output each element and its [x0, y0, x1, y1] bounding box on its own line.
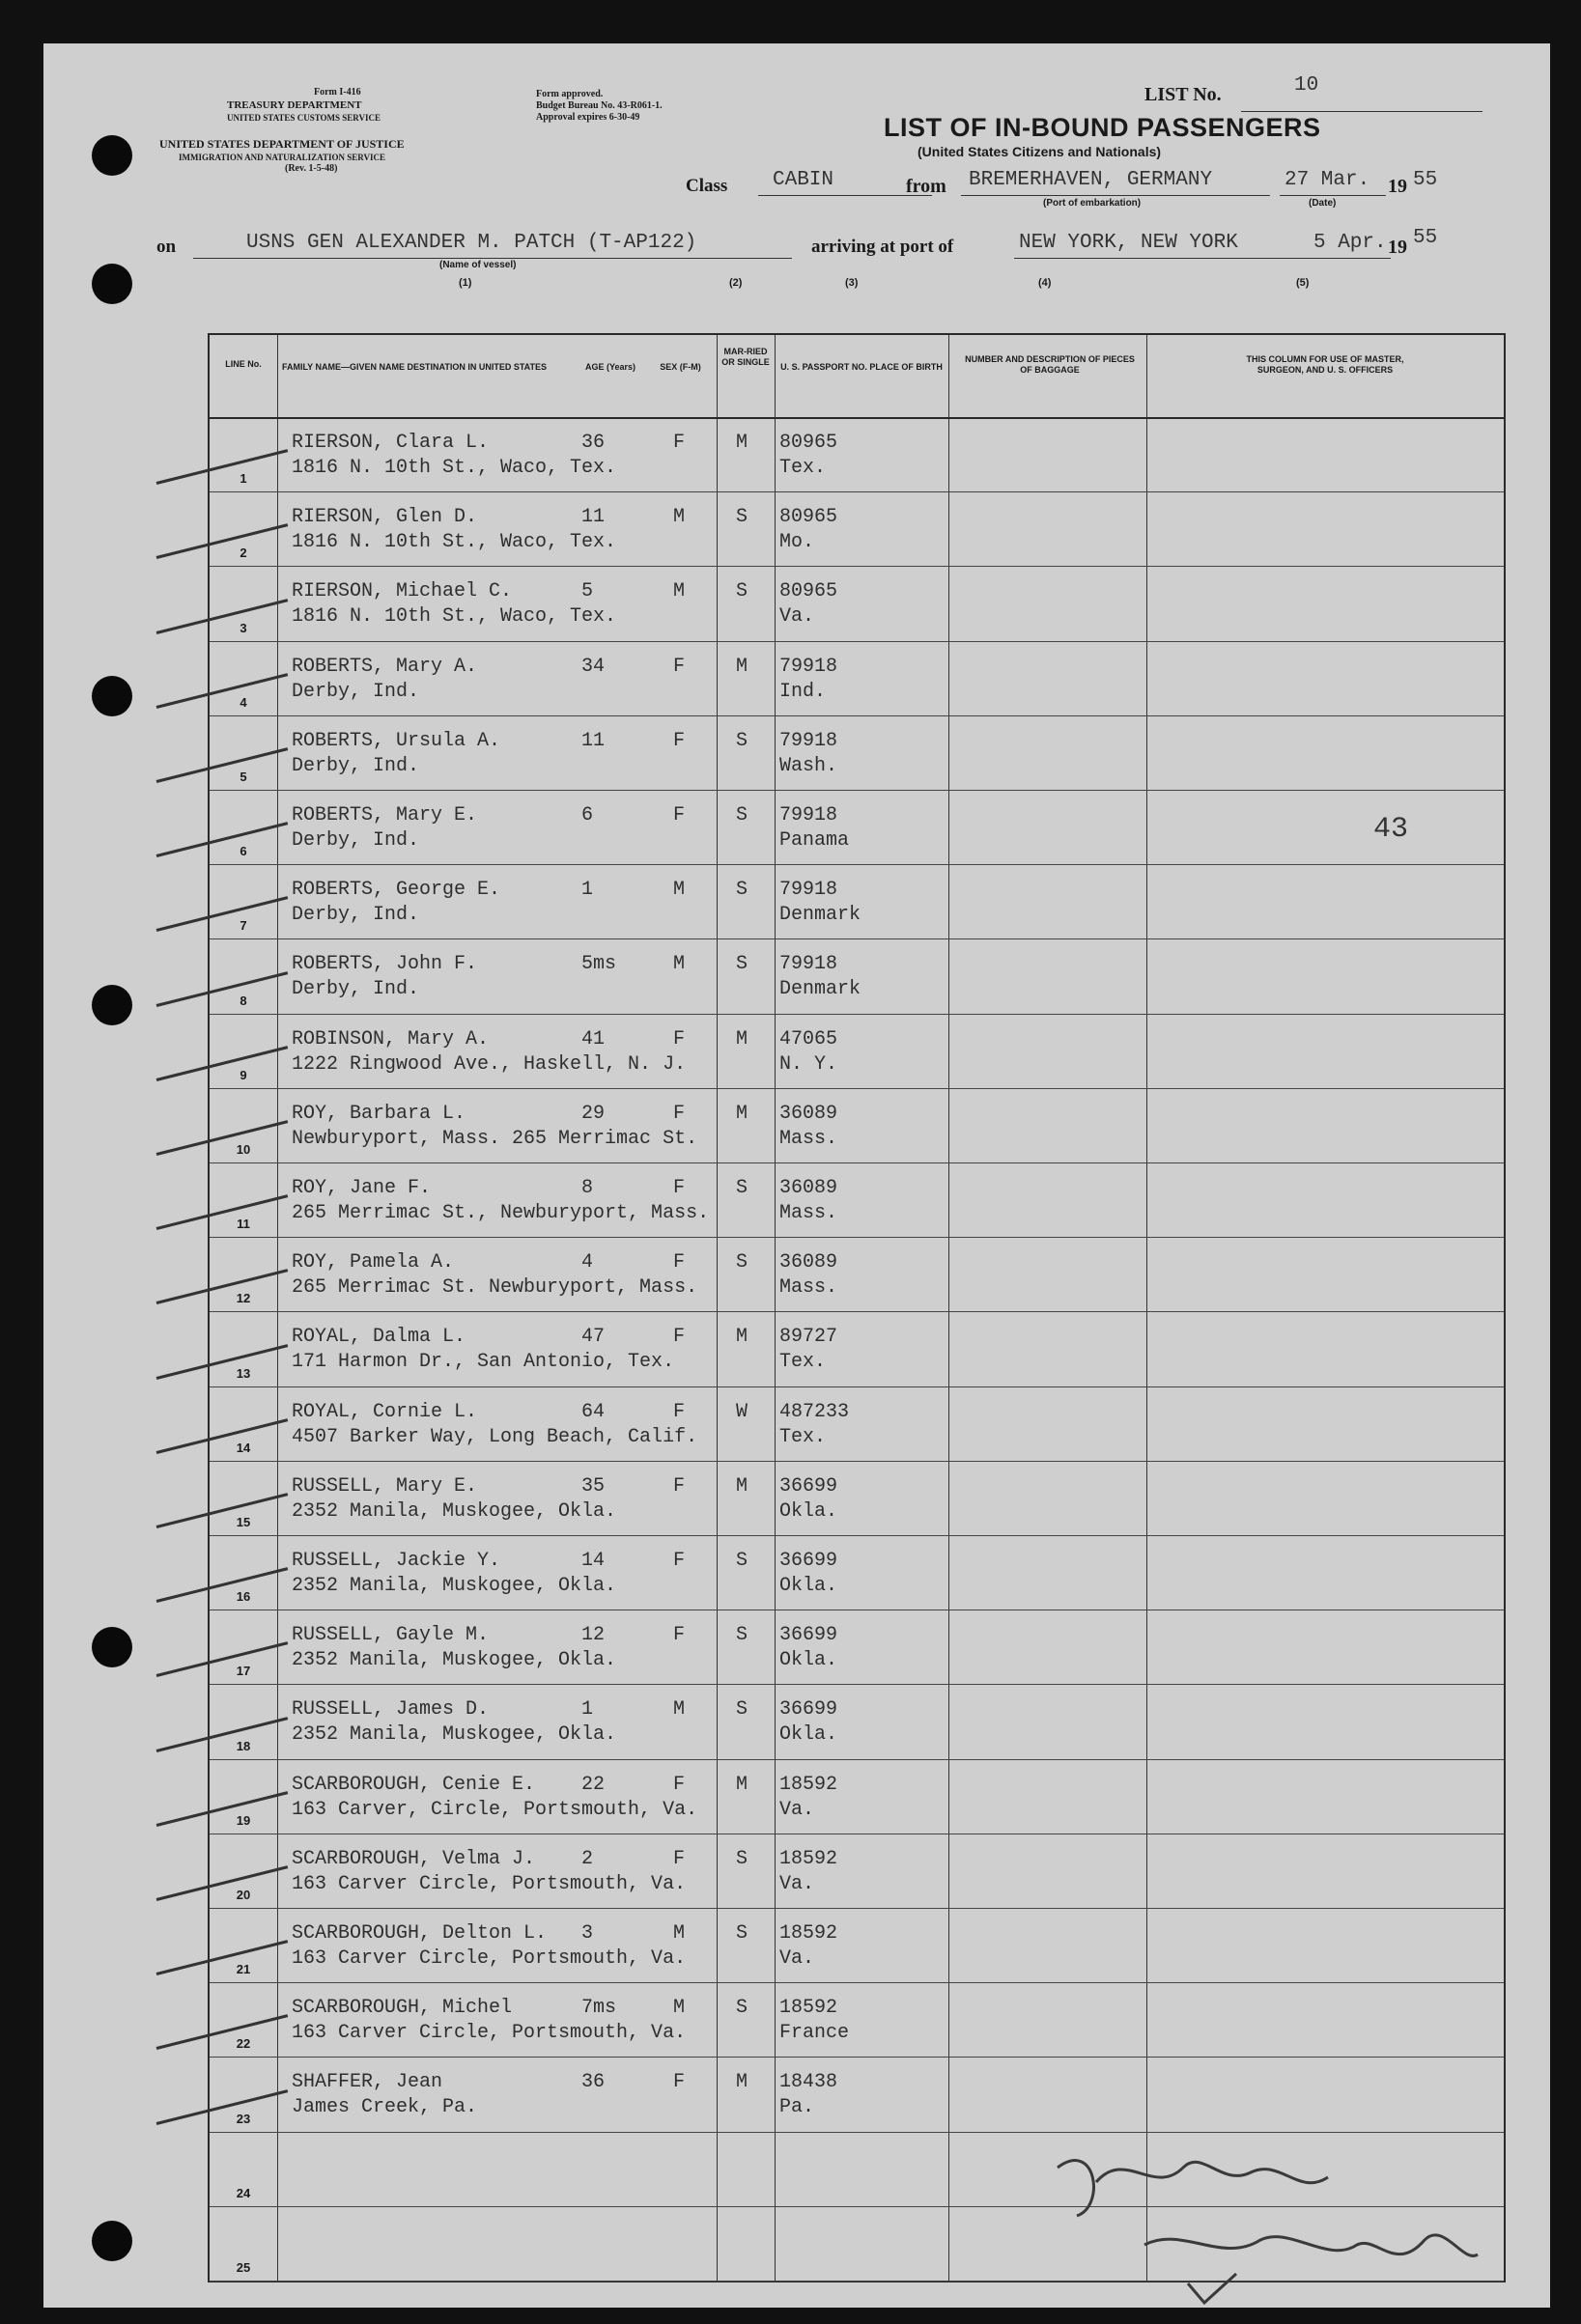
sex: F: [673, 1773, 686, 1796]
place-of-birth: France: [779, 2022, 850, 2045]
passenger-name: ROBERTS, John F.: [292, 953, 478, 976]
year-prefix: 19: [1388, 176, 1407, 197]
marital-status: W: [736, 1400, 748, 1423]
age: 3: [581, 1922, 594, 1945]
marital-status: S: [736, 1847, 748, 1870]
age: 6: [581, 804, 594, 826]
table-row: [210, 938, 1504, 1014]
passenger-name: RUSSELL, Jackie Y.: [292, 1550, 501, 1572]
marital-status: M: [736, 1027, 748, 1050]
sex: F: [673, 1177, 686, 1199]
line-number: 19: [236, 1812, 251, 1828]
table-row: [210, 2057, 1504, 2132]
table-row: [210, 1834, 1504, 1909]
line-number: 8: [240, 993, 247, 1008]
treasury-department: TREASURY DEPARTMENT: [227, 99, 362, 111]
destination: 265 Merrimac St. Newburyport, Mass.: [292, 1276, 698, 1300]
table-row: [210, 1237, 1504, 1312]
arrival-line: [1014, 256, 1391, 259]
arrival-year-prefix: 19: [1388, 237, 1407, 258]
age: 29: [581, 1102, 606, 1125]
passport-number: 36699: [779, 1624, 838, 1647]
age: 14: [581, 1550, 606, 1572]
passport-number: 18592: [779, 1997, 838, 2020]
age: 11: [581, 506, 606, 529]
place-of-birth: Panama: [779, 829, 850, 852]
passenger-name: RIERSON, Glen D.: [292, 506, 478, 529]
table-row: [210, 790, 1504, 865]
passport-number: 79918: [779, 729, 838, 752]
customs-service: UNITED STATES CUSTOMS SERVICE: [227, 113, 381, 123]
sex: M: [673, 1922, 686, 1945]
header-sex: SEX (F-M): [660, 362, 701, 372]
marital-status: S: [736, 879, 748, 902]
line-number: 13: [236, 1365, 251, 1381]
marital-status: S: [736, 1624, 748, 1647]
destination: 163 Carver, Circle, Portsmouth, Va.: [292, 1798, 698, 1821]
marital-status: S: [736, 1922, 748, 1945]
arrival-year: 55: [1413, 227, 1438, 249]
destination: 4507 Barker Way, Long Beach, Calif.: [292, 1425, 698, 1448]
sex: M: [673, 1997, 686, 2020]
header-age: AGE (Years): [584, 362, 636, 372]
passport-number: 79918: [779, 655, 838, 678]
place-of-birth: Tex.: [779, 457, 827, 479]
place-of-birth: Okla.: [779, 1723, 838, 1747]
place-of-birth: N. Y.: [779, 1052, 838, 1076]
passport-number: 79918: [779, 953, 838, 976]
age: 5ms: [581, 953, 617, 976]
sex: M: [673, 580, 686, 603]
destination: 163 Carver Circle, Portsmouth, Va.: [292, 1872, 687, 1895]
list-no-value: 10: [1294, 74, 1319, 97]
table-row: [210, 1014, 1504, 1089]
passenger-name: ROBERTS, Mary E.: [292, 804, 478, 826]
arrival-date: 5 Apr.: [1313, 232, 1387, 254]
passport-number: 18592: [779, 1847, 838, 1870]
col-num-5: (5): [1296, 277, 1310, 289]
place-of-birth: Va.: [779, 1872, 815, 1895]
marital-status: S: [736, 1251, 748, 1274]
passport-number: 36089: [779, 1102, 838, 1125]
vessel-name: USNS GEN ALEXANDER M. PATCH (T-AP122): [246, 232, 697, 254]
sex: F: [673, 804, 686, 826]
table-row: [210, 864, 1504, 939]
arriving-label: arriving at port of: [811, 237, 954, 257]
table-row: [210, 1908, 1504, 1983]
place-of-birth: Mass.: [779, 1127, 838, 1150]
age: 36: [581, 2071, 606, 2094]
destination: 1816 N. 10th St., Waco, Tex.: [292, 457, 617, 479]
line-number: 1: [240, 471, 247, 487]
table-row: [210, 1759, 1504, 1834]
line-number: 10: [236, 1141, 251, 1157]
passport-number: 79918: [779, 804, 838, 826]
line-number: 17: [236, 1664, 251, 1679]
sex: F: [673, 1027, 686, 1050]
place-of-birth: Va.: [779, 605, 815, 629]
binder-hole: [92, 985, 132, 1025]
place-of-birth: Mo.: [779, 531, 815, 554]
passenger-name: ROYAL, Dalma L.: [292, 1326, 466, 1349]
destination: 2352 Manila, Muskogee, Okla.: [292, 1723, 617, 1747]
age: 1: [581, 1698, 594, 1722]
line-number: 15: [236, 1514, 251, 1529]
line-number: 23: [236, 2111, 251, 2126]
destination: Derby, Ind.: [292, 978, 420, 1001]
line-number: 16: [236, 1589, 251, 1605]
page-title: LIST OF IN-BOUND PASSENGERS: [884, 113, 1321, 142]
date-caption: (Date): [1309, 198, 1337, 209]
passenger-table: [208, 333, 1506, 2282]
table-row: [210, 641, 1504, 716]
age: 47: [581, 1326, 606, 1349]
sex: F: [673, 1400, 686, 1423]
passenger-name: RIERSON, Clara L.: [292, 432, 490, 454]
passport-number: 36699: [779, 1474, 838, 1498]
passport-number: 89727: [779, 1326, 838, 1349]
col-num-2: (2): [729, 277, 743, 289]
destination: 1816 N. 10th St., Waco, Tex.: [292, 605, 617, 629]
marital-status: M: [736, 1102, 748, 1125]
port-embarkation-caption: (Port of embarkation): [1043, 198, 1142, 209]
on-label: on: [156, 237, 177, 257]
line-number: 25: [236, 2259, 251, 2275]
binder-hole: [92, 264, 132, 304]
date-line: [1280, 193, 1386, 196]
revision: (Rev. 1-5-48): [285, 163, 338, 174]
line-number: 5: [240, 769, 247, 784]
passenger-name: RUSSELL, Gayle M.: [292, 1624, 490, 1647]
passport-number: 36089: [779, 1177, 838, 1199]
destination: 163 Carver Circle, Portsmouth, Va.: [292, 1947, 687, 1970]
sex: F: [673, 1102, 686, 1125]
header-officers: THIS COLUMN FOR USE OF MASTER, SURGEON, AND U. S. OFFICERS: [1246, 354, 1404, 375]
table-row: [210, 1386, 1504, 1462]
table-row: [210, 566, 1504, 641]
place-of-birth: Mass.: [779, 1276, 838, 1300]
destination: Derby, Ind.: [292, 680, 420, 703]
line-number: 24: [236, 2185, 251, 2200]
passenger-name: SCARBOROUGH, Cenie E.: [292, 1773, 536, 1796]
sex: F: [673, 1326, 686, 1349]
marital-status: S: [736, 729, 748, 752]
arrival-port: NEW YORK, NEW YORK: [1019, 232, 1238, 254]
form-number: Form I-416: [314, 87, 361, 98]
age: 36: [581, 432, 606, 454]
passenger-name: ROBERTS, George E.: [292, 879, 501, 902]
age: 12: [581, 1624, 606, 1647]
passenger-name: ROY, Barbara L.: [292, 1102, 466, 1125]
line-number: 6: [240, 844, 247, 859]
place-of-birth: Va.: [779, 1798, 815, 1821]
passport-number: 18592: [779, 1773, 838, 1796]
col-num-4: (4): [1038, 277, 1052, 289]
line-number: 7: [240, 918, 247, 934]
place-of-birth: Mass.: [779, 1202, 838, 1224]
header-married: MAR-RIED OR SINGLE: [721, 347, 770, 367]
marital-status: S: [736, 1177, 748, 1199]
sex: F: [673, 432, 686, 454]
page-subtitle: (United States Citizens and Nationals): [918, 144, 1162, 159]
embarkation-port: BREMERHAVEN, GERMANY: [969, 169, 1213, 191]
line-number: 18: [236, 1738, 251, 1753]
vessel-line: [193, 256, 792, 259]
marital-status: S: [736, 506, 748, 529]
form-approved: Form approved.: [536, 89, 604, 99]
age: 4: [581, 1251, 594, 1274]
marital-status: M: [736, 1474, 748, 1498]
sex: F: [673, 1251, 686, 1274]
place-of-birth: Denmark: [779, 978, 861, 1001]
passenger-name: SCARBOROUGH, Delton L.: [292, 1922, 548, 1945]
destination: 163 Carver Circle, Portsmouth, Va.: [292, 2022, 687, 2045]
age: 8: [581, 1177, 594, 1199]
passport-number: 36699: [779, 1550, 838, 1572]
age: 2: [581, 1847, 594, 1870]
place-of-birth: Okla.: [779, 1649, 838, 1672]
table-row: [210, 1610, 1504, 1685]
destination: Derby, Ind.: [292, 754, 420, 777]
document-page: [43, 43, 1550, 2308]
sex: F: [673, 2071, 686, 2094]
sex: F: [673, 1474, 686, 1498]
table-row: [210, 1684, 1504, 1759]
passenger-name: SHAFFER, Jean: [292, 2071, 443, 2094]
age: 34: [581, 655, 606, 678]
passport-number: 80965: [779, 432, 838, 454]
place-of-birth: Va.: [779, 1947, 815, 1970]
place-of-birth: Pa.: [779, 2096, 815, 2119]
sex: M: [673, 1698, 686, 1722]
table-row: [210, 1088, 1504, 1163]
table-row: [210, 1461, 1504, 1536]
from-line: [961, 193, 1270, 196]
line-number: 12: [236, 1291, 251, 1306]
destination: 1816 N. 10th St., Waco, Tex.: [292, 531, 617, 554]
annotation-number: 43: [1373, 813, 1409, 846]
marital-status: S: [736, 1698, 748, 1722]
passenger-name: RIERSON, Michael C.: [292, 580, 513, 603]
place-of-birth: Okla.: [779, 1499, 838, 1523]
destination: 171 Harmon Dr., San Antonio, Tex.: [292, 1351, 675, 1374]
passenger-name: RUSSELL, James D.: [292, 1698, 490, 1722]
col-num-1: (1): [459, 277, 472, 289]
list-no-label: LIST No.: [1144, 84, 1222, 105]
binder-hole: [92, 1627, 132, 1667]
signature-scribble: [1038, 2129, 1540, 2303]
place-of-birth: Tex.: [779, 1425, 827, 1448]
passenger-name: ROBINSON, Mary A.: [292, 1027, 490, 1050]
age: 35: [581, 1474, 606, 1498]
place-of-birth: Ind.: [779, 680, 827, 703]
class-label: Class: [686, 176, 728, 196]
line-number: 4: [240, 694, 247, 710]
marital-status: M: [736, 2071, 748, 2094]
table-row: [210, 491, 1504, 567]
binder-hole: [92, 2221, 132, 2261]
line-number: 14: [236, 1440, 251, 1455]
destination: James Creek, Pa.: [292, 2096, 478, 2119]
passport-number: 79918: [779, 879, 838, 902]
vessel-caption: (Name of vessel): [439, 260, 517, 270]
budget-bureau: Budget Bureau No. 43-R061-1.: [536, 100, 663, 111]
approval-expires: Approval expires 6-30-49: [536, 112, 640, 123]
marital-status: S: [736, 953, 748, 976]
passport-number: 18592: [779, 1922, 838, 1945]
destination: 2352 Manila, Muskogee, Okla.: [292, 1575, 617, 1597]
passenger-name: ROY, Pamela A.: [292, 1251, 455, 1274]
ins-line: IMMIGRATION AND NATURALIZATION SERVICE: [179, 153, 385, 162]
destination: 1222 Ringwood Ave., Haskell, N. J.: [292, 1052, 687, 1076]
passport-number: 36089: [779, 1251, 838, 1274]
line-number: 20: [236, 1887, 251, 1902]
table-row: [210, 1535, 1504, 1610]
sex: F: [673, 729, 686, 752]
table-row: [210, 417, 1504, 492]
age: 1: [581, 879, 594, 902]
age: 64: [581, 1400, 606, 1423]
age: 22: [581, 1773, 606, 1796]
destination: Derby, Ind.: [292, 904, 420, 927]
passport-number: 36699: [779, 1698, 838, 1722]
marital-status: M: [736, 1326, 748, 1349]
marital-status: S: [736, 804, 748, 826]
passport-number: 80965: [779, 506, 838, 529]
destination: 2352 Manila, Muskogee, Okla.: [292, 1649, 617, 1672]
binder-hole: [92, 676, 132, 716]
age: 41: [581, 1027, 606, 1050]
passenger-name: SCARBOROUGH, Michel: [292, 1997, 513, 2020]
age: 7ms: [581, 1997, 617, 2020]
passenger-name: SCARBOROUGH, Velma J.: [292, 1847, 536, 1870]
sex: F: [673, 1624, 686, 1647]
table-row: [210, 1982, 1504, 2058]
age: 5: [581, 580, 594, 603]
class-value: CABIN: [773, 169, 834, 191]
destination: 2352 Manila, Muskogee, Okla.: [292, 1499, 617, 1523]
table-row: [210, 1311, 1504, 1386]
header-name: FAMILY NAME—GIVEN NAME DESTINATION IN UNITED STATES: [282, 362, 548, 372]
destination: 265 Merrimac St., Newburyport, Mass.: [292, 1202, 710, 1224]
table-row: [210, 715, 1504, 791]
list-no-line: [1241, 101, 1482, 112]
binder-hole: [92, 135, 132, 176]
sex: M: [673, 506, 686, 529]
passport-number: 80965: [779, 580, 838, 603]
header-baggage: NUMBER AND DESCRIPTION OF PIECES OF BAGGAGE: [965, 354, 1135, 375]
table-row: [210, 1162, 1504, 1238]
line-number: 9: [240, 1067, 247, 1082]
justice-department: UNITED STATES DEPARTMENT OF JUSTICE: [159, 137, 405, 151]
sex: F: [673, 1550, 686, 1572]
marital-status: S: [736, 1550, 748, 1572]
line-number: 21: [236, 1962, 251, 1977]
passenger-name: ROBERTS, Mary A.: [292, 655, 478, 678]
passport-number: 18438: [779, 2071, 838, 2094]
marital-status: M: [736, 1773, 748, 1796]
header-line-no: LINE No.: [225, 359, 262, 369]
line-number: 11: [237, 1217, 250, 1232]
header-passport: U. S. PASSPORT NO. PLACE OF BIRTH: [780, 362, 943, 372]
passenger-name: ROYAL, Cornie L.: [292, 1400, 478, 1423]
line-number: 22: [236, 2036, 251, 2052]
embarkation-year: 55: [1413, 169, 1438, 191]
place-of-birth: Denmark: [779, 904, 861, 927]
from-label: from: [906, 176, 946, 197]
sex: F: [673, 1847, 686, 1870]
col-num-3: (3): [845, 277, 859, 289]
marital-status: S: [736, 1997, 748, 2020]
marital-status: M: [736, 655, 748, 678]
passport-number: 47065: [779, 1027, 838, 1050]
age: 11: [581, 729, 606, 752]
embarkation-date: 27 Mar.: [1285, 169, 1370, 191]
place-of-birth: Okla.: [779, 1575, 838, 1597]
destination: Newburyport, Mass. 265 Merrimac St.: [292, 1127, 698, 1150]
marital-status: S: [736, 580, 748, 603]
line-number: 3: [240, 620, 247, 635]
sex: F: [673, 655, 686, 678]
place-of-birth: Wash.: [779, 754, 838, 777]
sex: M: [673, 879, 686, 902]
destination: Derby, Ind.: [292, 829, 420, 852]
passenger-name: ROBERTS, Ursula A.: [292, 729, 501, 752]
place-of-birth: Tex.: [779, 1351, 827, 1374]
check-mark-icon: [1183, 2269, 1241, 2308]
passenger-name: RUSSELL, Mary E.: [292, 1474, 478, 1498]
passport-number: 487233: [779, 1400, 850, 1423]
passenger-name: ROY, Jane F.: [292, 1177, 432, 1199]
sex: M: [673, 953, 686, 976]
line-number: 2: [240, 546, 247, 561]
marital-status: M: [736, 432, 748, 454]
